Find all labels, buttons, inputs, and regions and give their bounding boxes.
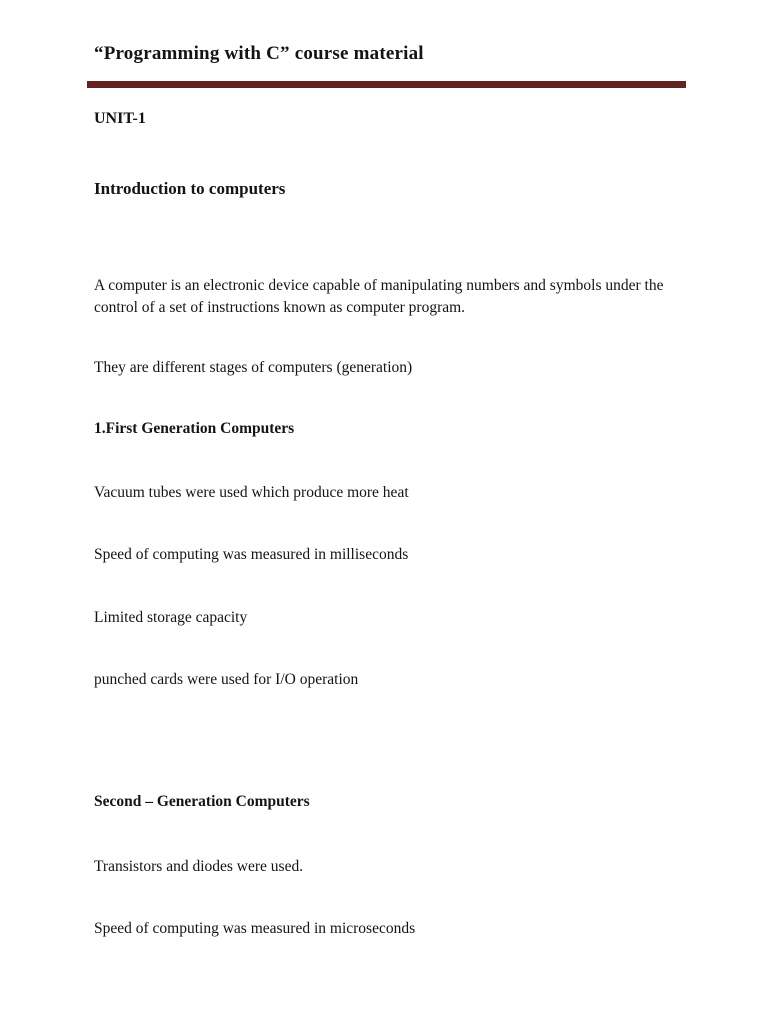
stages-paragraph: They are different stages of computers (generation) (94, 359, 413, 376)
unit-heading: UNIT-1 (94, 110, 146, 127)
first-generation-point: Vacuum tubes were used which produce more heat (94, 484, 409, 501)
second-generation-heading: Second – Generation Computers (94, 793, 310, 810)
first-generation-heading: 1.First Generation Computers (94, 420, 295, 437)
definition-paragraph: A computer is an electronic device capable of manipulating numbers and symbols under the control of a set of instructions known as computer program. (94, 277, 664, 316)
chapter-heading: Introduction to computers (94, 179, 286, 198)
second-generation-point: Speed of computing was measured in microseconds (94, 920, 416, 937)
second-generation-point: Transistors and diodes were used. (94, 858, 304, 875)
first-generation-point: Speed of computing was measured in milliseconds (94, 546, 409, 563)
first-generation-point: Limited storage capacity (94, 609, 248, 626)
first-generation-point: punched cards were used for I/O operation (94, 671, 359, 688)
document-title: “Programming with C” course material (94, 43, 424, 64)
title-rule (87, 81, 686, 88)
